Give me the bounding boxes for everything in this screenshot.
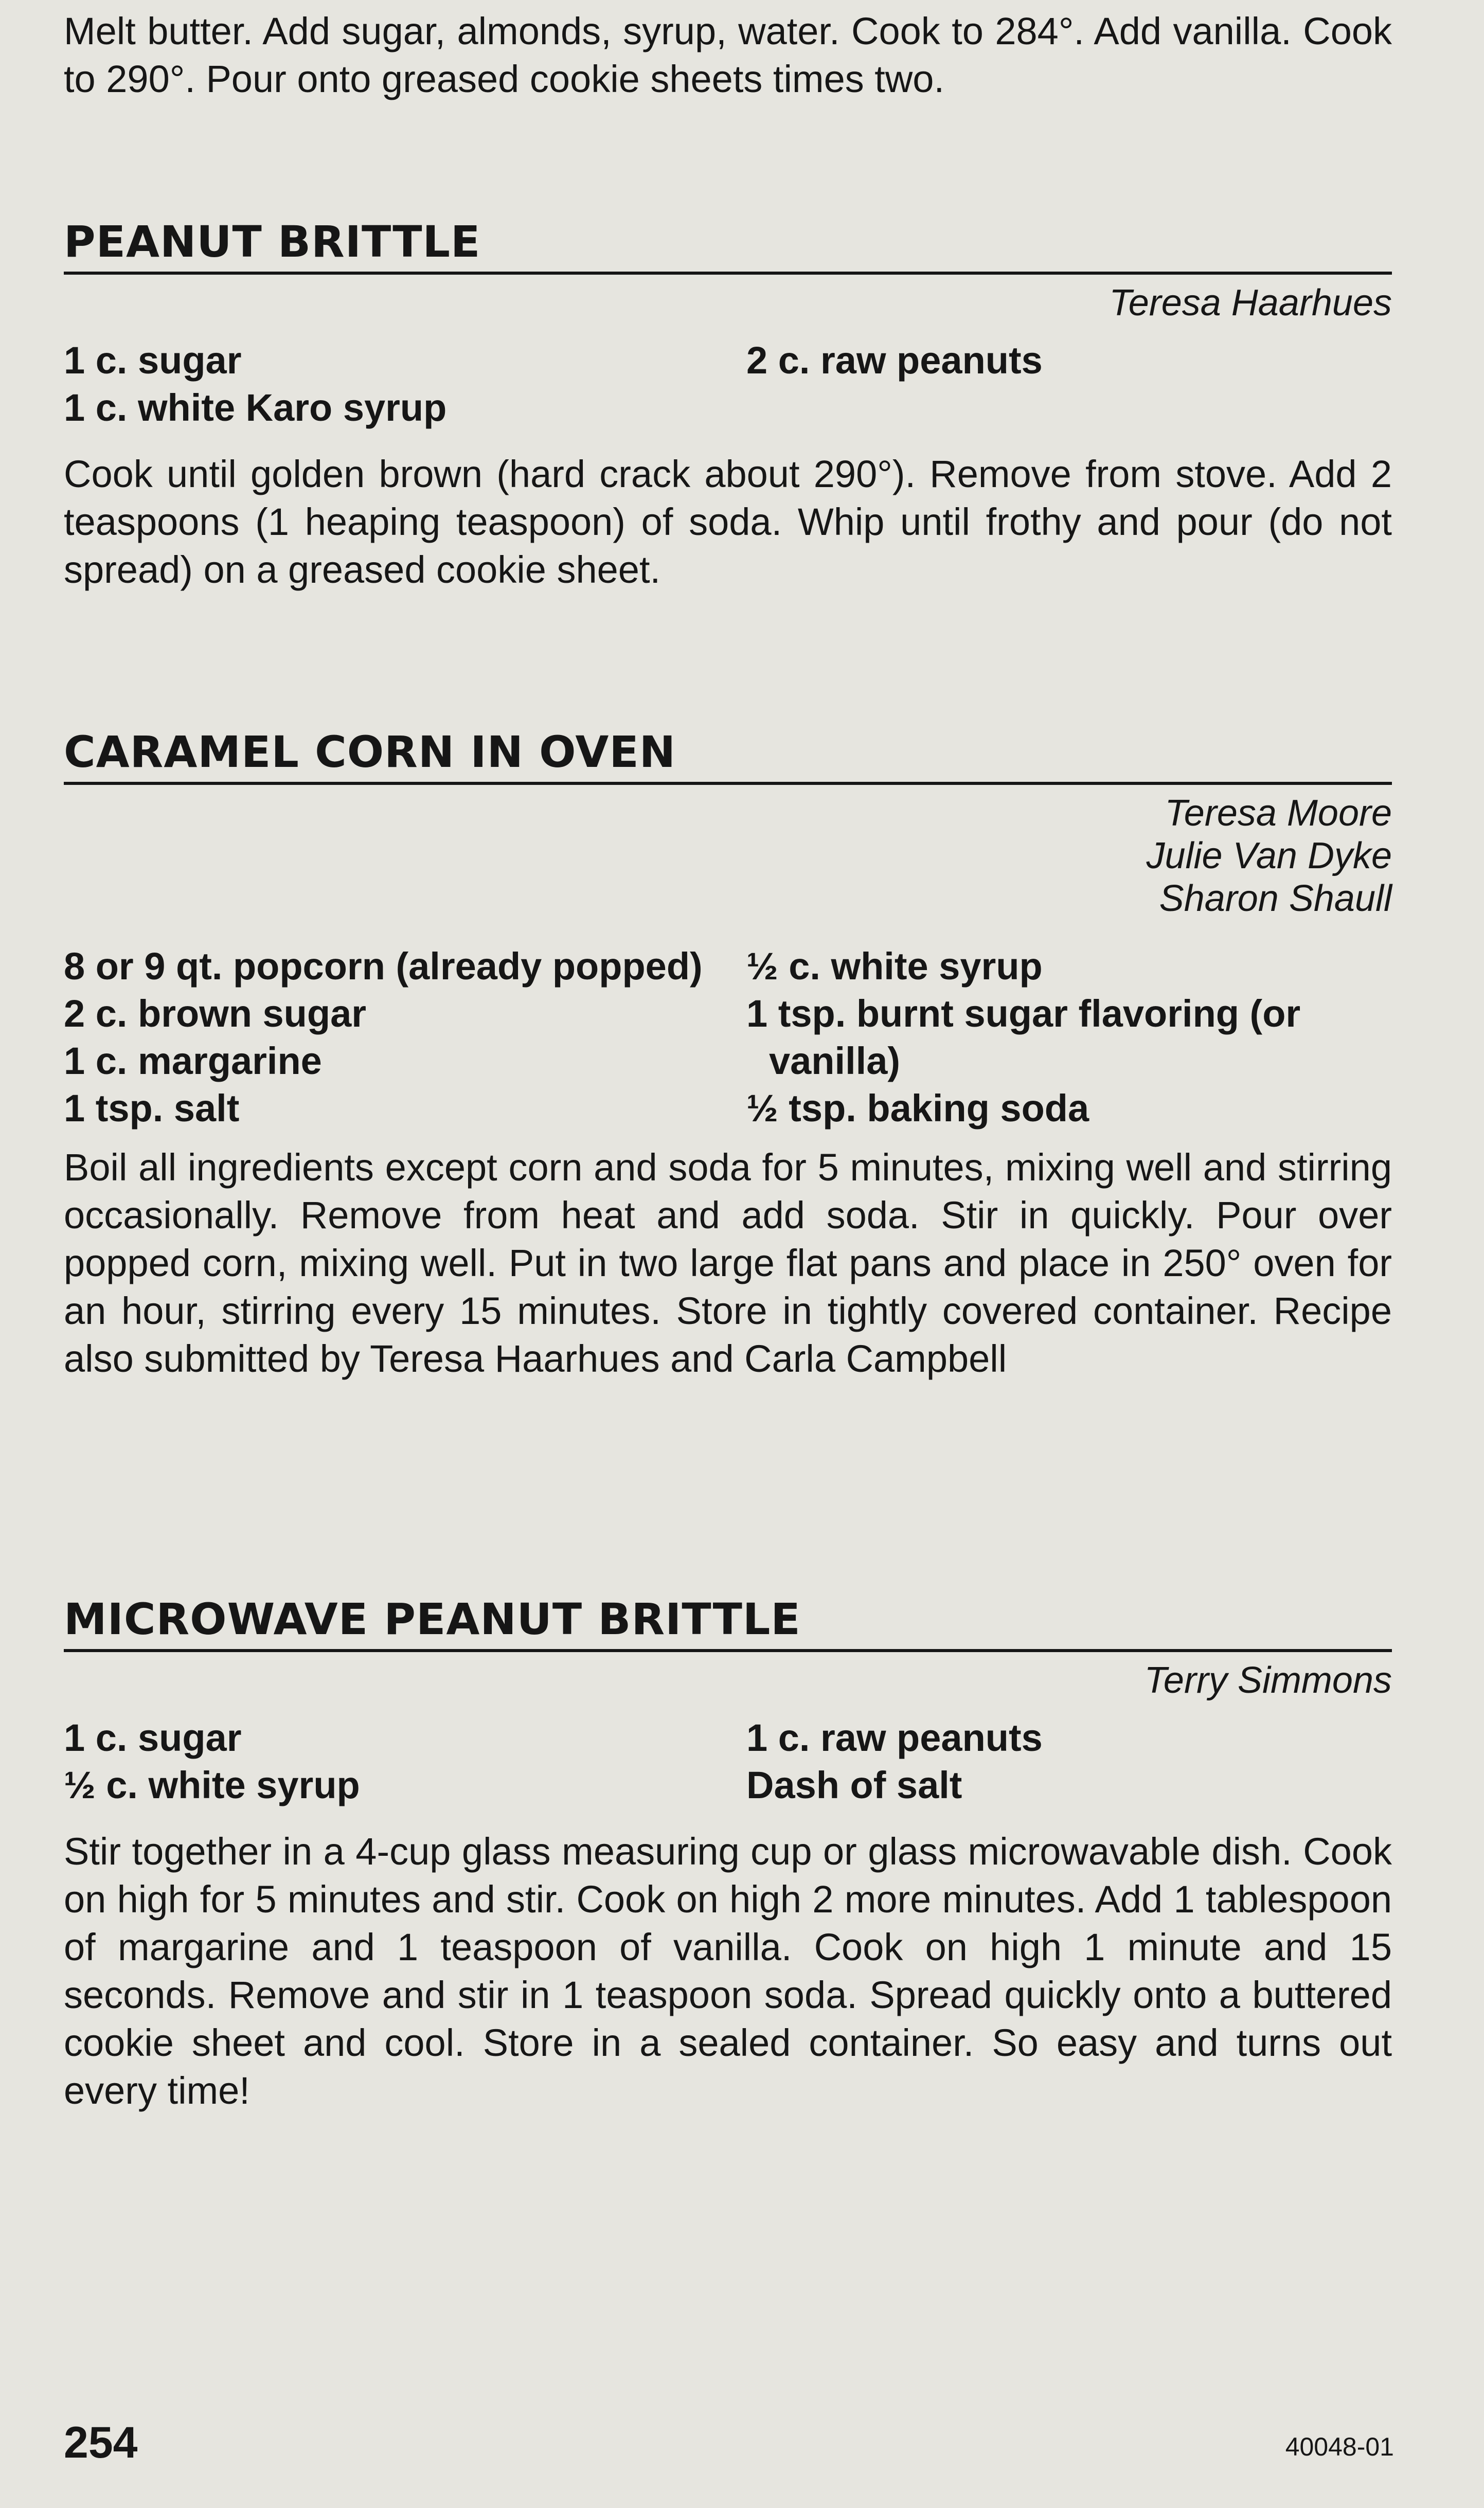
print-code: 40048-01: [1285, 2432, 1394, 2461]
ingredient: Dash of salt: [746, 1764, 962, 1806]
ingredients-right: [746, 943, 1392, 1132]
ingredients-left: [64, 1714, 709, 1809]
ingredient: ½ c. white syrup: [64, 1764, 360, 1806]
author-name: Teresa Haarhues: [1109, 282, 1392, 324]
recipe-peanut-brittle: [64, 216, 1392, 594]
recipe-authors: [64, 282, 1392, 325]
recipe-microwave-peanut-brittle: [64, 1593, 1392, 2115]
ingredient: 1 tsp. burnt sugar flavoring (or vanilla): [746, 992, 1301, 1082]
ingredient: 1 c. sugar: [64, 1716, 242, 1759]
ingredients: [64, 337, 1392, 432]
ingredients-right: [746, 337, 1392, 432]
author-name: Sharon Shaull: [1159, 878, 1392, 919]
ingredients-left: [64, 337, 709, 432]
ingredient: 1 c. raw peanuts: [746, 1716, 1043, 1759]
ingredient: 2 c. brown sugar: [64, 992, 367, 1035]
recipe-directions: Stir together in a 4-cup glass measuring cup or glass microwavable dish. Cook on high for 5 minutes and stir. Cook on high 2 more minutes. Add 1 tablespoon of margarine and 1 teaspoon of vanilla. Cook on high 1 minute and 15 seconds. Remove and stir in 1 teaspoon soda. Spread quickly onto a buttered cookie sheet and cool. Store in a sealed container. So easy and turns out every time!: [64, 1830, 1392, 2112]
ingredient: 8 or 9 qt. popcorn (already popped): [64, 945, 703, 988]
recipe-title: MICROWAVE PEANUT BRITTLE: [64, 1593, 1392, 1652]
intro-paragraph: Melt butter. Add sugar, almonds, syrup, water. Cook to 284°. Add vanilla. Cook to 290°. Pour onto greased cookie sheets times two.: [64, 10, 1392, 100]
page-number: 254: [64, 2418, 138, 2467]
recipe-directions: Boil all ingredients except corn and soda for 5 minutes, mixing well and stirring occasionally. Remove from heat and add soda. Stir in quickly. Pour over popped corn, mixing well. Put in two large flat pans and place in 250° oven for an hour, stirring every 15 minutes. Store in tightly covered container. Recipe also submitted by Teresa Haarhues and Carla Campbell: [64, 1146, 1392, 1380]
author-name: Julie Van Dyke: [1146, 835, 1392, 876]
ingredient: 1 c. sugar: [64, 339, 242, 382]
ingredient: ½ c. white syrup: [746, 945, 1043, 988]
ingredient: 1 c. margarine: [64, 1040, 322, 1082]
ingredients: [64, 943, 1392, 1132]
intro-block: [64, 7, 1392, 103]
author-name: Terry Simmons: [1144, 1660, 1392, 1701]
ingredient: 1 c. white Karo syrup: [64, 386, 447, 429]
ingredient: 1 tsp. salt: [64, 1087, 240, 1130]
recipe-directions: Cook until golden brown (hard crack about 290°). Remove from stove. Add 2 teaspoons (1 heaping teaspoon) of soda. Whip until frothy and pour (do not spread) on a greased cookie sheet.: [64, 453, 1392, 591]
recipe-title: CARAMEL CORN IN OVEN: [64, 726, 1392, 785]
recipe-authors: [64, 1659, 1392, 1702]
author-name: Teresa Moore: [1165, 793, 1392, 834]
recipe-title: PEANUT BRITTLE: [64, 216, 1392, 275]
ingredients-left: [64, 943, 709, 1132]
recipe-authors: [64, 792, 1392, 920]
ingredient: 2 c. raw peanuts: [746, 339, 1043, 382]
ingredients: [64, 1714, 1392, 1809]
recipe-caramel-corn: [64, 726, 1392, 1383]
ingredients-right: [746, 1714, 1392, 1809]
ingredient: ½ tsp. baking soda: [746, 1087, 1089, 1130]
